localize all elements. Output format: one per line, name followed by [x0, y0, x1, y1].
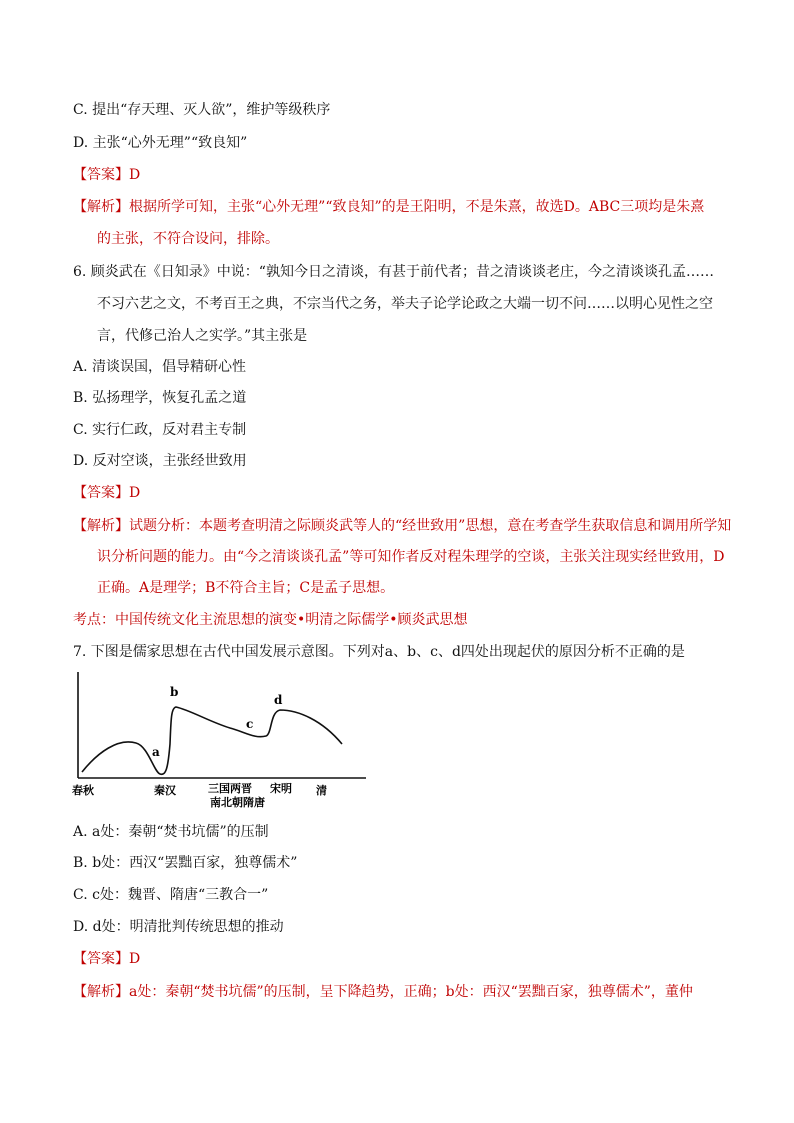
explanation-6-line2: 识分析问题的能力。由“今之清谈谈孔孟”等可知作者反对程朱理学的空谈，主张关注现实经世致用，D: [97, 549, 725, 565]
point-label-b: b: [170, 685, 179, 699]
option-c: C. 提出“存天理、灭人欲”，维护等级秩序: [73, 102, 331, 118]
q6-option-a: A. 清谈误国，倡导精研心性: [73, 359, 247, 375]
answer-7: [73, 949, 140, 969]
x-label-nanbei: 南北朝隋唐: [210, 796, 265, 809]
x-label-sanguo: 三国两晋: [208, 782, 252, 795]
explanation-text: 试题分析：本题考查明清之际顾炎武等人的“经世致用”思想，意在考查学生获取信息和调用所学知: [129, 518, 732, 534]
question-7: 7. 下图是儒家思想在古代中国发展示意图。下列对a、b、c、d四处出现起伏的原因分析不正确的是: [73, 644, 685, 660]
question-6-line1: 6. 顾炎武在《日知录》中说：“孰知今日之清谈，有甚于前代者；昔之清谈谈老庄，今之清谈谈孔孟……: [73, 264, 714, 280]
x-label-chunqiu: 春秋: [72, 784, 94, 797]
x-label-songming: 宋明: [270, 782, 292, 795]
x-label-qinhan: 秦汉: [154, 784, 176, 797]
point-label-d: d: [274, 693, 283, 707]
answer-value: D: [129, 167, 141, 183]
q7-option-d: D. d处：明清批判传统思想的推动: [73, 919, 284, 935]
kaodian: 考点：中国传统文化主流思想的演变•明清之际儒学•顾炎武思想: [73, 612, 468, 628]
q7-option-c: C. c处：魏晋、隋唐“三教合一”: [73, 887, 269, 903]
answer-value: D: [129, 485, 141, 501]
explanation-label: 【解析】: [73, 984, 129, 1000]
explanation-text: a处：秦朝“焚书坑儒”的压制，呈下降趋势，正确；b处：西汉“罢黜百家，独尊儒术”，董仲: [129, 984, 693, 1000]
explanation-5-line1: [73, 197, 704, 217]
point-label-c: c: [246, 717, 254, 731]
q6-option-c: C. 实行仁政，反对君主专制: [73, 422, 247, 438]
answer-6: [73, 483, 140, 503]
q6-option-d: D. 反对空谈，主张经世致用: [73, 453, 247, 469]
explanation-6-line3: 正确。A是理学；B不符合主旨；C是孟子思想。: [97, 580, 395, 596]
answer-label: 【答案】: [73, 485, 129, 501]
development-curve: [82, 707, 342, 774]
option-d: D. 主张“心外无理”“致良知”: [73, 135, 248, 151]
q6-option-b: B. 弘扬理学，恢复孔孟之道: [73, 390, 247, 406]
answer-label: 【答案】: [73, 167, 129, 183]
explanation-label: 【解析】: [73, 518, 129, 534]
question-6-line3: 言，代修己治人之实学。”其主张是: [97, 328, 308, 344]
point-label-a: a: [152, 745, 160, 759]
question-6-line2: 不习六艺之文，不考百王之典，不宗当代之务，举夫子论学论政之大端一切不问……以明心见性之空: [97, 296, 713, 312]
explanation-5-line2: 的主张，不符合设问，排除。: [97, 231, 279, 247]
x-label-qing: 清: [316, 784, 327, 797]
answer-label: 【答案】: [73, 951, 129, 967]
q7-option-a: A. a处：秦朝“焚书坑儒”的压制: [73, 824, 269, 840]
answer-value: D: [129, 951, 141, 967]
answer-5: [73, 165, 140, 185]
q7-option-b: B. b处：西汉“罢黜百家，独尊儒术”: [73, 855, 298, 871]
explanation-7-line1: [73, 982, 693, 1002]
explanation-6-line1: [73, 516, 731, 536]
confucianism-development-chart: [70, 668, 370, 810]
explanation-text: 根据所学可知，主张“心外无理”“致良知”的是王阳明，不是朱熹，故选D。ABC三项均是朱熹: [129, 199, 705, 215]
explanation-label: 【解析】: [73, 199, 129, 215]
